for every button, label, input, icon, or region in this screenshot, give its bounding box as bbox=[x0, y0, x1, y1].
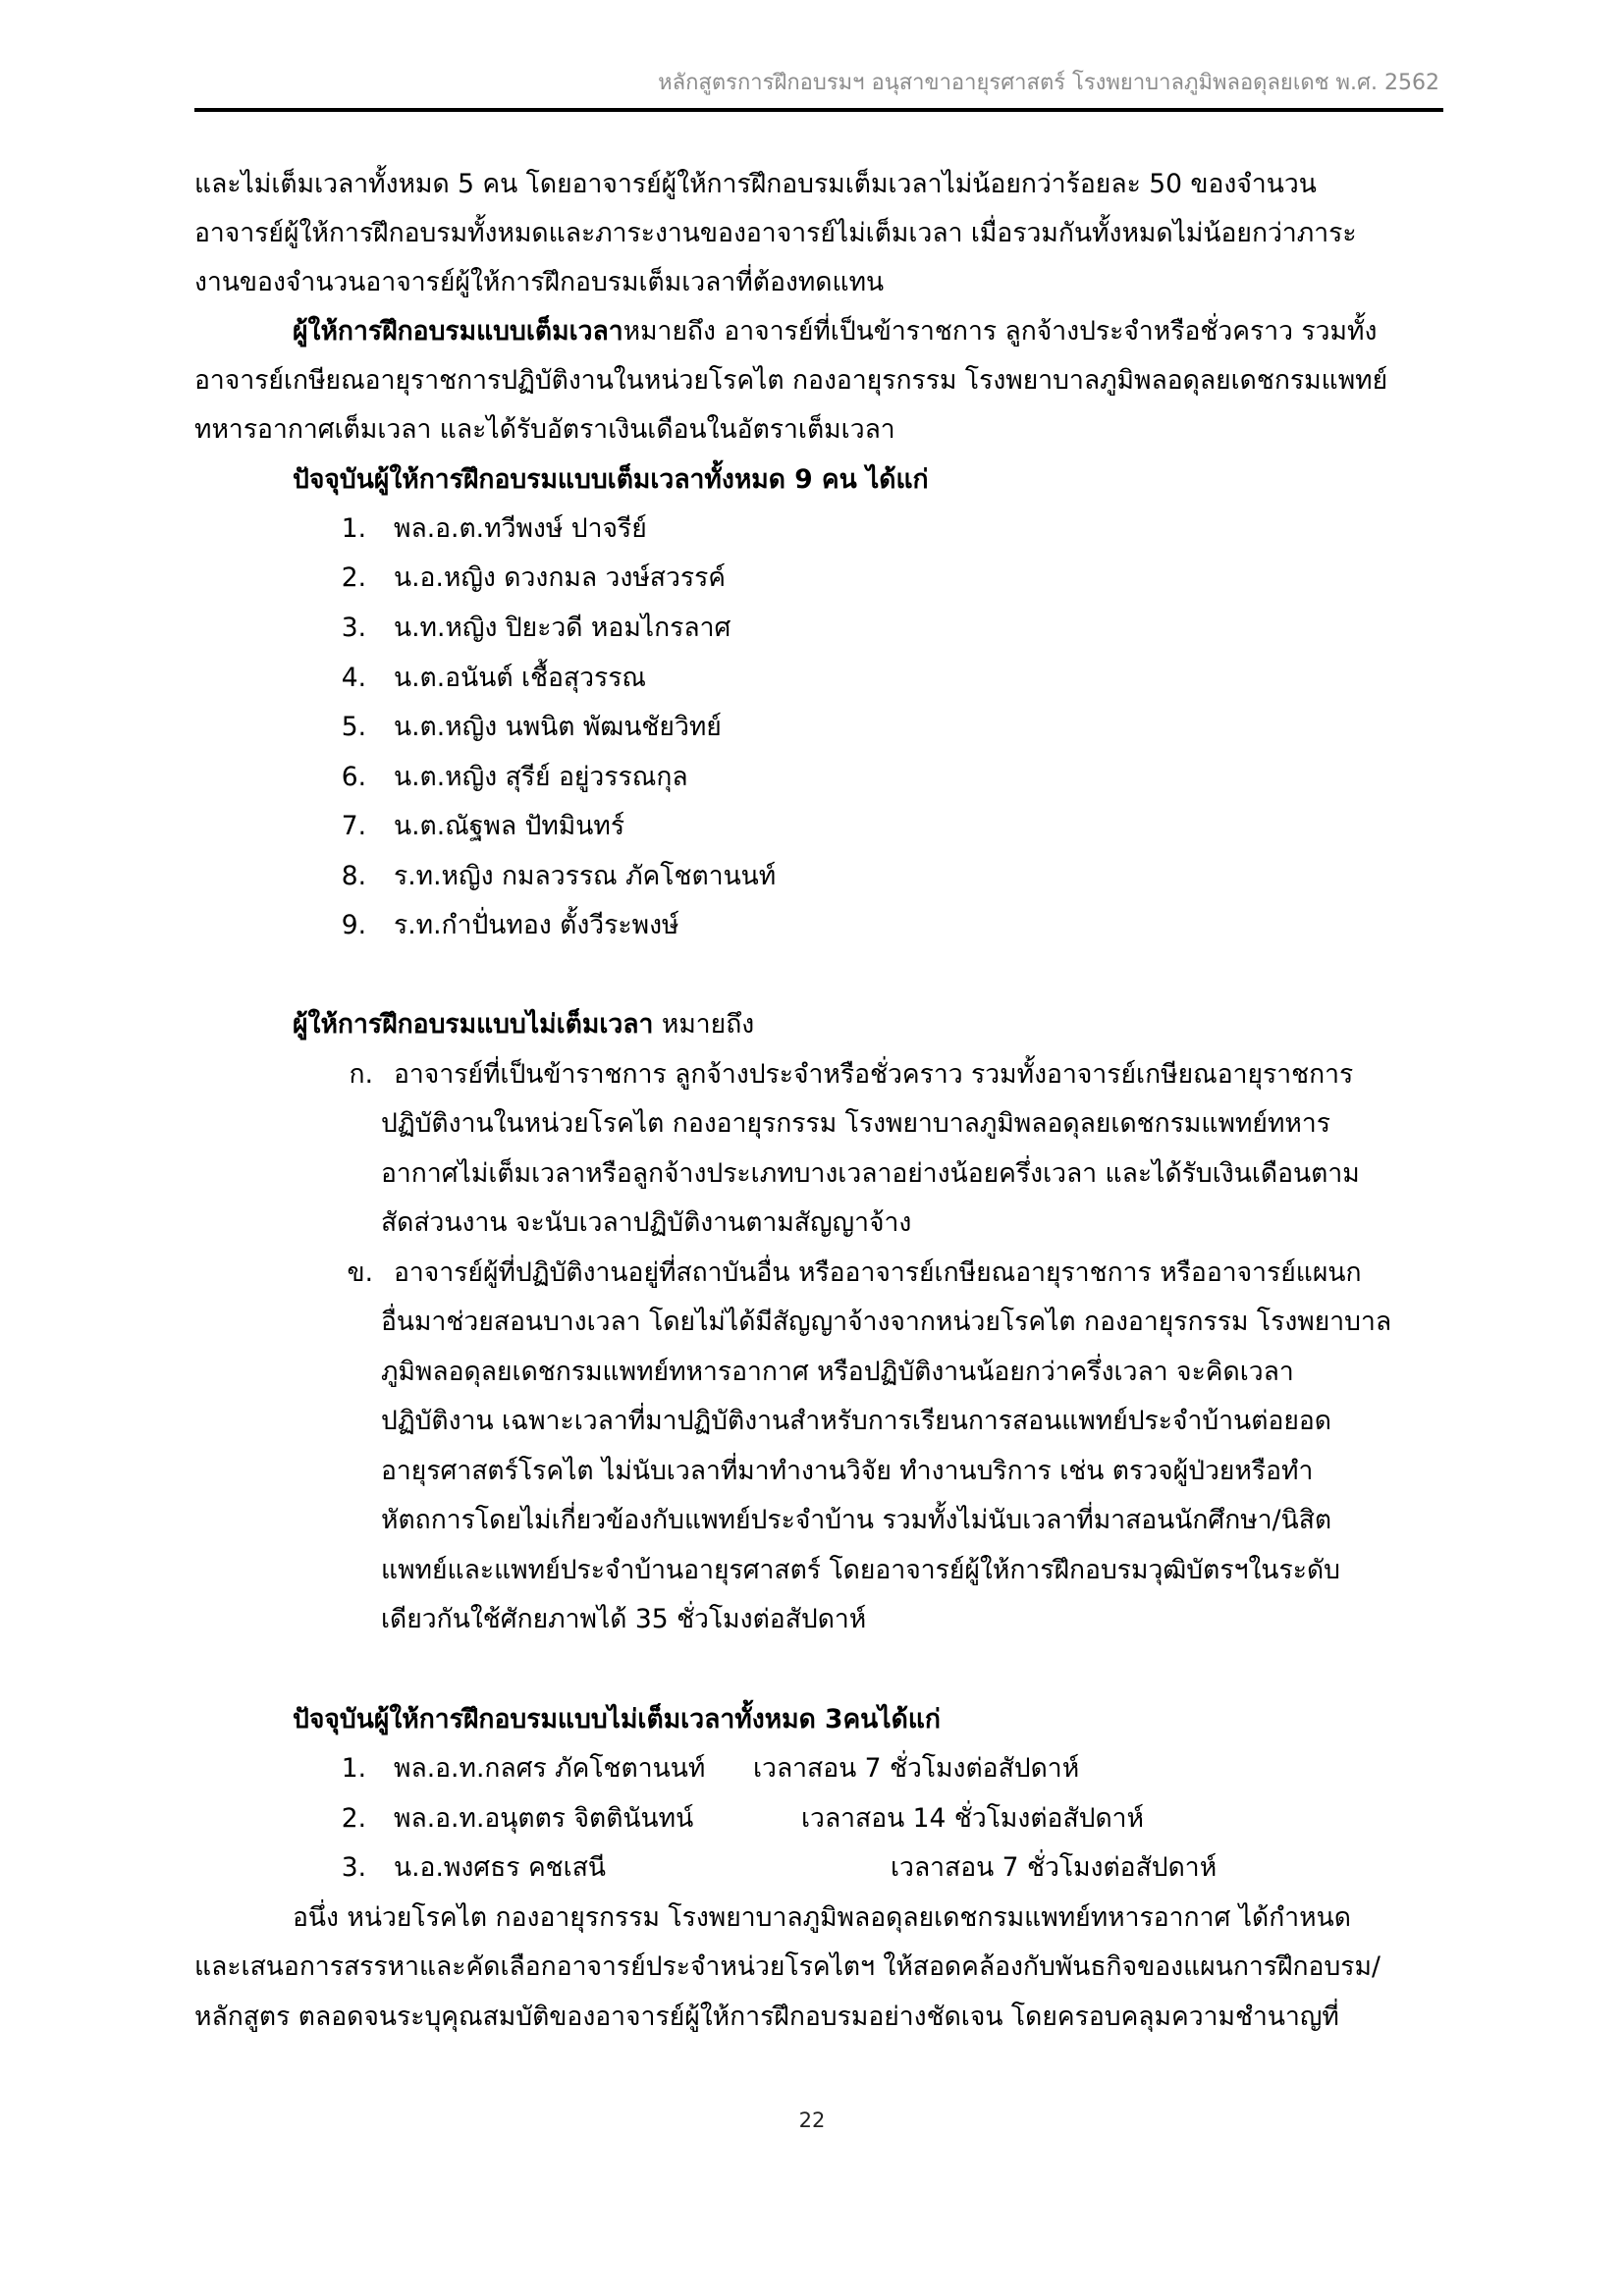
item-line: เดียวกันใช้ศักยภาพได้ 35 ชั่วโมงต่อสัปดาห์ bbox=[381, 1604, 867, 1634]
item-line: อาจารย์ผู้ที่ปฏิบัติงานอยู่ที่สถาบันอื่น หรืออาจารย์เกษียณอายุราชการ หรืออาจารย์แผนก bbox=[394, 1257, 1362, 1288]
list-number: 4. bbox=[341, 663, 366, 693]
list-item: น.ต.หญิง สุรีย์ อยู่วรรณกุล bbox=[394, 762, 688, 792]
paragraph-line: และไม่เต็มเวลาทั้งหมด 5 คน โดยอาจารย์ผู้ให้การฝึกอบรมเต็มเวลาไม่น้อยกว่าร้อยละ 50 ของจำนวน bbox=[194, 169, 1317, 199]
item-line: อากาศไม่เต็มเวลาหรือลูกจ้างประเภทบางเวลาอย่างน้อยครึ่งเวลา และได้รับเงินเดือนตาม bbox=[381, 1158, 1360, 1189]
parttime-heading: ปัจจุบันผู้ให้การฝึกอบรมแบบไม่เต็มเวลาทั้งหมด 3คนได้แก่ bbox=[293, 1704, 941, 1735]
list-item: ร.ท.กำปั่นทอง ตั้งวีระพงษ์ bbox=[394, 910, 679, 940]
item-line: อายุรศาสตร์โรคไต ไม่นับเวลาที่มาทำงานวิจัย ทำงานบริการ เช่น ตรวจผู้ป่วยหรือทำ bbox=[381, 1456, 1314, 1486]
list-item: น.อ.หญิง ดวงกมล วงษ์สวรรค์ bbox=[394, 562, 727, 593]
parttime-term: ผู้ให้การฝึกอบรมแบบไม่เต็มเวลา bbox=[293, 1009, 654, 1040]
list-number: 2. bbox=[341, 562, 366, 593]
item-marker: ก. bbox=[349, 1059, 373, 1090]
list-item: น.ท.หญิง ปิยะวดี หอมไกรลาศ bbox=[394, 613, 731, 643]
list-number: 1. bbox=[341, 513, 366, 544]
paragraph-line: ทหารอากาศเต็มเวลา และได้รับอัตราเงินเดือนในอัตราเต็มเวลา bbox=[194, 414, 895, 445]
list-item: น.ต.ณัฐพล ปัทมินทร์ bbox=[394, 811, 625, 841]
list-number: 2. bbox=[341, 1803, 366, 1834]
fulltime-term: ผู้ให้การฝึกอบรมแบบเต็มเวลา bbox=[293, 316, 623, 347]
item-line: ปฏิบัติงานในหน่วยโรคไต กองอายุรกรรม โรงพยาบาลภูมิพลอดุลยเดชกรมแพทย์ทหาร bbox=[381, 1108, 1330, 1139]
header-divider bbox=[194, 108, 1443, 112]
item-line: หัตถการโดยไม่เกี่ยวข้องกับแพทย์ประจำบ้าน รวมทั้งไม่นับเวลาที่มาสอนนักศึกษา/นิสิต bbox=[381, 1505, 1332, 1535]
list-number: 9. bbox=[341, 910, 366, 940]
list-number: 3. bbox=[341, 613, 366, 643]
paragraph-line: อาจารย์ผู้ให้การฝึกอบรมทั้งหมดและภาระงานของอาจารย์ไม่เต็มเวลา เมื่อรวมกันทั้งหมดไม่น้อยกว่าภาระ bbox=[194, 218, 1357, 248]
page-number: 22 bbox=[798, 2109, 826, 2132]
list-item: พล.อ.ต.ทวีพงษ์ ปาจรีย์ bbox=[394, 513, 647, 544]
paragraph-line: อนึ่ง หน่วยโรคไต กองอายุรกรรม โรงพยาบาลภูมิพลอดุลยเดชกรมแพทย์ทหารอากาศ ได้กำหนด bbox=[293, 1902, 1351, 1933]
list-number: 3. bbox=[341, 1852, 366, 1883]
fulltime-definition-line bbox=[293, 316, 1378, 347]
item-line: อาจารย์ที่เป็นข้าราชการ ลูกจ้างประจำหรือชั่วคราว รวมทั้งอาจารย์เกษียณอายุราชการ bbox=[394, 1059, 1354, 1090]
paragraph-line: หลักสูตร ตลอดจนระบุคุณสมบัติของอาจารย์ผู้ให้การฝึกอบรมอย่างชัดเจน โดยครอบคลุมความชำนาญที่ bbox=[194, 2002, 1339, 2032]
item-line: แพทย์และแพทย์ประจำบ้านอายุรศาสตร์ โดยอาจารย์ผู้ให้การฝึกอบรมวุฒิบัตรฯในระดับ bbox=[381, 1555, 1341, 1585]
item-line: ภูมิพลอดุลยเดชกรมแพทย์ทหารอากาศ หรือปฏิบัติงานน้อยกว่าครึ่งเวลา จะคิดเวลา bbox=[381, 1357, 1294, 1387]
list-item-name: น.อ.พงศธร คชเสนี bbox=[394, 1852, 606, 1883]
item-line: สัดส่วนงาน จะนับเวลาปฏิบัติงานตามสัญญาจ้าง bbox=[381, 1207, 912, 1238]
list-item-hours: เวลาสอน 14 ชั่วโมงต่อสัปดาห์ bbox=[801, 1803, 1145, 1834]
list-number: 7. bbox=[341, 811, 366, 841]
list-number: 8. bbox=[341, 861, 366, 891]
list-item: น.ต.อนันต์ เชื้อสุวรรณ bbox=[394, 663, 647, 693]
item-line: ปฏิบัติงาน เฉพาะเวลาที่มาปฏิบัติงานสำหรับการเรียนการสอนแพทย์ประจำบ้านต่อยอด bbox=[381, 1406, 1332, 1436]
list-item-name: พล.อ.ท.กลศร ภัคโชตานนท์ bbox=[394, 1753, 706, 1784]
item-line: อื่นมาช่วยสอนบางเวลา โดยไม่ได้มีสัญญาจ้างจากหน่วยโรคไต กองอายุรกรรม โรงพยาบาล bbox=[381, 1307, 1392, 1337]
paragraph-line: อาจารย์เกษียณอายุราชการปฏิบัติงานในหน่วยโรคไต กองอายุรกรรม โรงพยาบาลภูมิพลอดุลยเดชกรมแพทย์ bbox=[194, 365, 1388, 396]
parttime-definition-heading bbox=[293, 1009, 755, 1040]
parttime-definition-text: หมายถึง bbox=[653, 1009, 755, 1040]
fulltime-heading: ปัจจุบันผู้ให้การฝึกอบรมแบบเต็มเวลาทั้งหมด 9 คน ได้แก่ bbox=[293, 464, 929, 495]
list-number: 5. bbox=[341, 712, 366, 742]
running-header: หลักสูตรการฝึกอบรมฯ อนุสาขาอายุรศาสตร์ โรงพยาบาลภูมิพลอดุลยเดช พ.ศ. 2562 bbox=[658, 71, 1439, 95]
list-item: ร.ท.หญิง กมลวรรณ ภัคโชตานนท์ bbox=[394, 861, 777, 891]
list-item-hours: เวลาสอน 7 ชั่วโมงต่อสัปดาห์ bbox=[753, 1753, 1080, 1784]
list-item: น.ต.หญิง นพนิต พัฒนชัยวิทย์ bbox=[394, 712, 722, 742]
list-item-hours: เวลาสอน 7 ชั่วโมงต่อสัปดาห์ bbox=[891, 1852, 1218, 1883]
fulltime-definition-text: หมายถึง อาจารย์ที่เป็นข้าราชการ ลูกจ้างประจำหรือชั่วคราว รวมทั้ง bbox=[623, 316, 1378, 347]
list-number: 1. bbox=[341, 1753, 366, 1784]
item-marker: ข. bbox=[347, 1257, 373, 1288]
paragraph-line: และเสนอการสรรหาและคัดเลือกอาจารย์ประจำหน่วยโรคไตฯ ให้สอดคล้องกับพันธกิจของแผนการฝึกอบรม/ bbox=[194, 1951, 1380, 1982]
paragraph-line: งานของจำนวนอาจารย์ผู้ให้การฝึกอบรมเต็มเวลาที่ต้องทดแทน bbox=[194, 267, 885, 297]
list-number: 6. bbox=[341, 762, 366, 792]
list-item-name: พล.อ.ท.อนุตตร จิตตินันทน์ bbox=[394, 1803, 694, 1834]
